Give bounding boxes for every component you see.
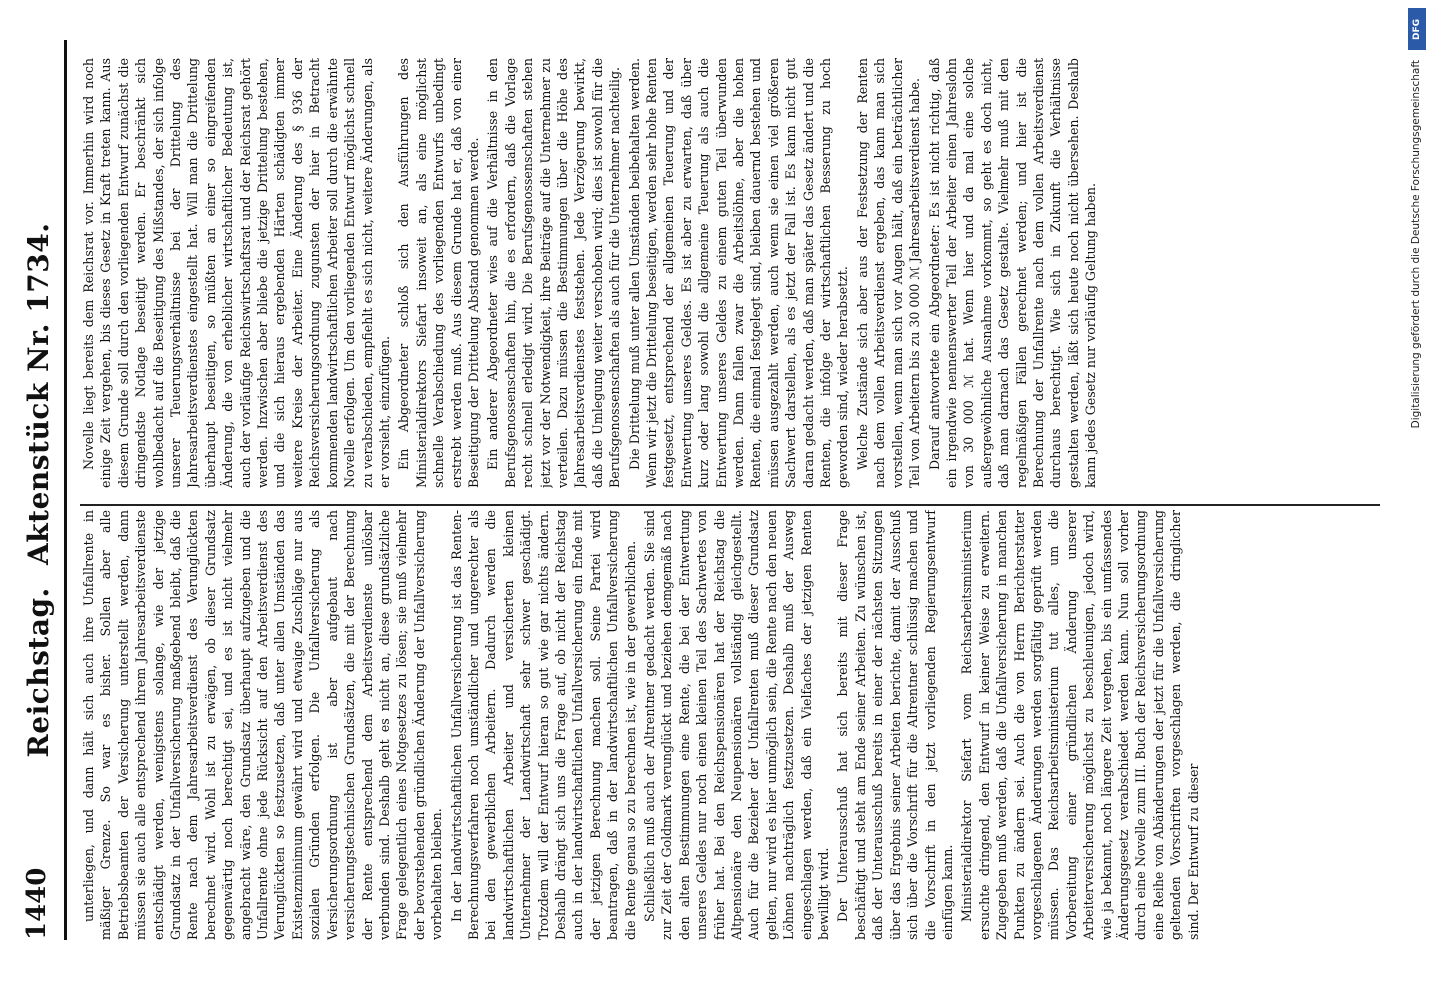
paragraph: Die Drittelung muß unter allen Umständen beibehalten werden. Wenn wir jetzt die Drittelung beseitigen, werden sehr hohe Renten festgesetzt, entsprechend der allgemeinen Teuerung und der Entwertung unseres Geldes. Es ist aber zu erwarten, daß über kurz oder lang sowohl die allgemeine Teuerung als auch die Entwertung unseres Geldes zu einem guten Teil überwunden werden. Dann fallen zwar die Arbeitslöhne, aber die hohen Renten, die einmal festgelegt sind, bleiben dauernd bestehen und müssen ausgezahlt werden, auch wenn sie einen viel größeren Sachwert darstellen, als es jetzt der Fall ist. Es kann nicht gut daran gedacht werden, daß man später das Gesetz ändert und die Renten, die infolge der wirtschaftlichen Besserung zu hoch geworden sind, wieder herabsetzt. [626,58,851,488]
paragraph: Schließlich muß auch der Altrentner gedacht werden. Sie sind zur Zeit der Goldmark verunglückt und beziehen demgemäß nach den alten Bestimmungen eine Rente, die bei der Entwertung unseres Geldes nur noch einen kleinen Teil des Sachwertes von früher hat. Bei den Reichspensionären hat der Reichstag die Altpensionäre den Neupensionären vollständig gleichgestellt. Auch für die Bezieher der Unfallrenten muß dieser Grundsatz gelten, nur wird es hier unmöglich sein, die Rente nach den neuen Löhnen nachträglich festzusetzen. Deshalb muß der Ausweg eingeschlagen werden, daß ein Vielfaches der jetzigen Renten bewilligt wird. [642,510,832,940]
page-title [22,40,55,940]
paragraph: Ein anderer Abgeordneter wies auf die Verhältnisse in den Berufsgenossenschaften hin, die es erfordern, daß die Vorlage recht schnell erledigt wird. Die Berufsgenossenschaften stehen jetzt vor der Notwendigkeit, ihre Beiträge auf die Unternehmer zu verteilen. Dazu müssen die Bestimmungen über die Höhe des Jahresarbeitsverdienstes feststehen. Jede Verzögerung bewirkt, daß die Umlegung weiter verschoben wird; dies ist sowohl für die Berufsgenossenschaften als auch für die Unternehmer nachteilig. [485,58,623,488]
right-column [80,58,1380,488]
paragraph: In der landwirtschaftlichen Unfallversicherung ist das Renten-Berechnungsverfahren noch umständlicher und ungerechter als bei den gewerblichen Arbeitern. Dadurch werden die landwirtschaftlichen Arbeiter und versicherten kleinen Unternehmer der Landwirtschaft sehr schwer geschädigt. Trotzdem will der Entwurf hieran so gut wie gar nichts ändern. Deshalb drängt sich uns die Frage auf, ob nicht der Reichstag auch in der landwirtschaftlichen Unfallversicherung ein Ende mit der jetzigen Berechnung machen soll. Seine Partei wird beantragen, daß in der landwirtschaftlichen Unfallversicherung die Rente genau so zu berechnen ist, wie in der gewerblichen. [448,510,638,940]
paragraph: unterliegen, und dann hält sich auch ihre Unfallrente in mäßiger Grenze. So war es bisher. Sollen aber alle Betriebsbeamten der Versicherung unterstellt werden, dann müssen sie auch alle entsprechend ihrem Jahresarbeitsverdienste entschädigt werden, wenigstens solange, wie der jetzige Grundsatz in der Unfallversicherung maßgebend bleibt, daß die Rente nach dem Jahresarbeitsverdienst des Verunglückten berechnet wird. Wohl ist zu erwägen, ob dieser Grundsatz gegenwärtig noch berechtigt sei, und es ist nicht vielmehr angebracht wäre, den Grundsatz überhaupt aufzugeben und die Unfallrente ohne jede Rücksicht auf den Arbeitsverdienst des Verunglückten so festzusetzen, daß unter allen Umständen das Existenzminimum gewährt wird und etwaige Zuschläge nur aus sozialen Gründen erfolgen. Die Unfallversicherung als Versicherungsordnung ist aber aufgebaut nach versicherungstechnischen Grundsätzen, die mit der Berechnung der Rente entsprechend dem Arbeitsverdienste unlösbar verbunden sind. Deshalb geht es nicht an, diese grundsätzliche Frage gelegentlich eines Notgesetzes zu lösen; sie muß vielmehr der bevorstehenden gründlichen Änderung der Unfallversicherung vorbehalten bleiben. [81,510,445,940]
title-aktenstueck: Aktenstück Nr. 1734. [22,222,55,565]
column-divider [80,504,1380,506]
paragraph: Novelle liegt bereits dem Reichsrat vor. Immerhin wird noch einige Zeit vergehen, bis dieses Gesetz in Kraft treten kann. Aus diesem Grunde soll durch den vorliegenden Entwurf zunächst die dringendste Notlage beseitigt werden. Er beschränkt sich wohlbedacht auf die Beseitigung des Mißstandes, der sich infolge unserer Teuerungsverhältnisse bei der Drittelung des Jahresarbeitsverdienstes eingestellt hat. Will man die Drittelung überhaupt beseitigen, so müßten an einer so eingreifenden Änderung, die von erheblicher wirtschaftlicher Bedeutung ist, auch der vorläufige Reichswirtschaftsrat und der Reichsrat gehört werden. Inzwischen aber bliebe die jetzige Drittelung bestehen, und die sich hieraus ergebenden Härten schädigten immer weitere Kreise der Arbeiter. Eine Änderung des § 936 der Reichsversicherungsordnung zugunsten der hier in Betracht kommenden landwirtschaftlichen Arbeiter soll durch die erwähnte Novelle erfolgen. Um den vorliegenden Entwurf möglichst schnell zu verabschieden, empfiehlt es sich nicht, weitere Änderungen, als er vorsieht, einzufügen. [81,58,392,488]
paragraph: Der Unterausschuß hat sich bereits mit dieser Frage beschäftigt und steht am Ende seiner Arbeiten. Zu wünschen ist, daß der Unterausschuß bereits in einer der nächsten Sitzungen über das Ergebnis seiner Arbeiten berichte, damit der Ausschuß sich über die Vorschrift für die Altrentner schlüssig machen und die Vorschrift in den jetzt vorliegenden Regierungsentwurf einfügen kann. [835,510,955,940]
paragraph: Ministerialdirektor Siefart vom Reichsarbeitsministerium ersuchte dringend, den Entwurf in keiner Weise zu erweitern. Zugegeben muß werden, daß die Unfallversicherung in manchen Punkten zu ändern sei. Auch die von Herrn Berichterstatter vorgeschlagenen Änderungen werden sorgfältig geprüft werden müssen. Das Reichsarbeitsministerium tut alles, um die Vorbereitung einer gründlichen Änderung unserer Arbeiterversicherung möglichst zu beschleunigen, jedoch wird, wie ja bekannt, noch längere Zeit vergehen, bis ein umfassendes Änderungsgesetz verabschiedet werden kann. Nun soll vorher durch eine Novelle zum III. Buch der Reichsversicherungsordnung eine Reihe von Abänderungen der jetzt für die Unfallversicherung geltenden Vorschriften vorgeschlagen werden, die dringlicher sind. Der Entwurf zu dieser [959,510,1201,940]
header-rule [64,40,67,940]
paragraph: Ein Abgeordneter schloß sich den Ausführungen des Ministerialdirektors Siefart insoweit an, als eine möglichst schnelle Verabschiedung des vorliegenden Entwurfs unbedingt erstrebt werden muß. Aus diesem Grunde hat er, daß von einer Beseitigung der Drittelung Abstand genommen werde. [396,58,481,488]
title-reichstag: Reichstag. [22,587,55,758]
page-number: 1440 [22,867,52,940]
left-column [80,510,1380,940]
paragraph: Darauf antwortete ein Abgeordneter: Es ist nicht richtig, daß ein irgendwie nennenswerter Teil der Arbeiter einen Jahreslohn von 30 000 ℳ hat. Wenn hier und da mal eine solche außergewöhnliche Ausnahme vorkommt, so geht es doch nicht, daß man darnach das Gesetz gestalte. Vielmehr muß mit den regelmäßigen Fällen gerechnet werden; und hier ist die Berechnung der Unfallrente nach dem vollen Arbeitsverdienst durchaus berechtigt. Wie sich in Zukunft die Verhältnisse gestalten werden, läßt sich heute noch nicht übersehen. Deshalb kann jedes Gesetz nur vorläufig Geltung haben. [926,58,1099,488]
page-header [18,40,62,940]
funding-note: Digitalisierung gefördert durch die Deutsche Forschungsgemeinschaft [1410,60,1422,429]
dfg-logo: DFG [1408,8,1426,50]
digitization-sidebar [1400,0,1434,1000]
paragraph: Welche Zustände sich aber aus der Festsetzung der Renten nach dem vollen Arbeitsverdienst ergeben, das kann man sich vorstellen, wenn man sich vor Augen hält, daß ein beträchtlicher Teil von Arbeitern bis zu 30 000 ℳ Jahresarbeitsverdienst habe. [854,58,923,488]
